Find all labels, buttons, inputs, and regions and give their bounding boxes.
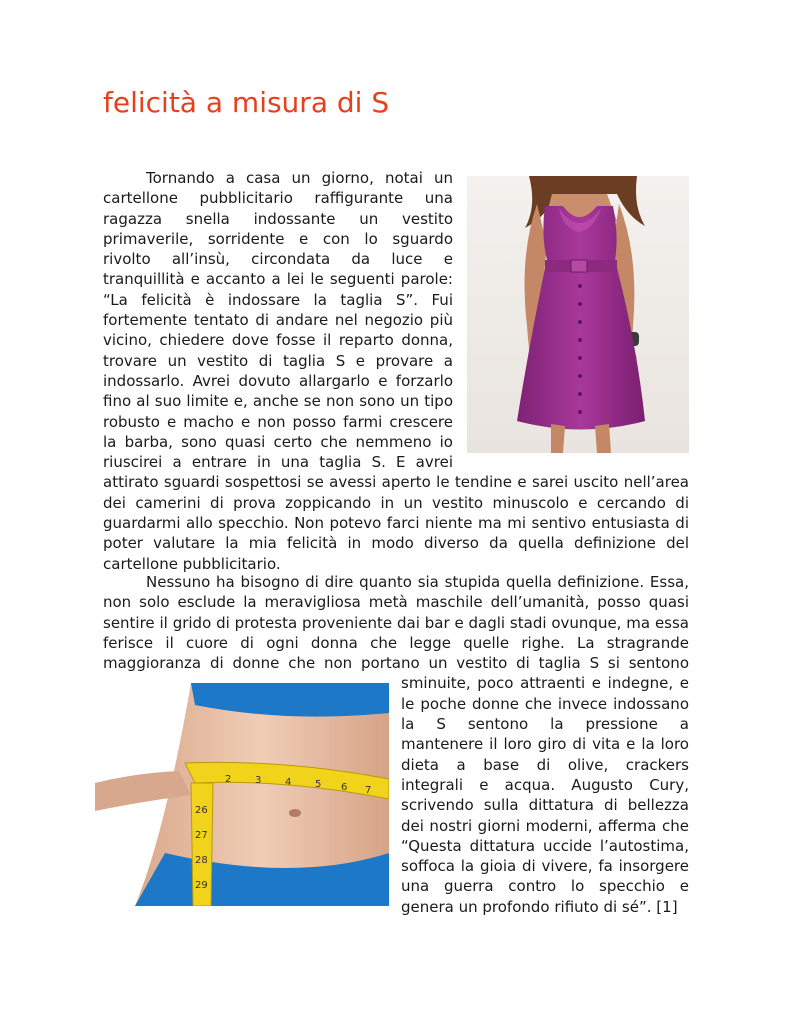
paragraph-1-block [103,168,689,574]
document-title: felicità a misura di S [103,86,390,119]
woman-in-purple-dress-photo-icon [467,176,689,453]
dress-photo [467,176,689,453]
svg-text:28: 28 [195,855,208,867]
svg-text:5: 5 [315,779,322,791]
footnote-reference[interactable]: [1] [656,897,678,916]
paragraph-2-block [103,572,689,917]
svg-text:4: 4 [285,777,292,789]
paragraph-2-part-1: Nessuno ha bisogno di dire quanto sia stupida quella definizione. Essa, non solo esclude la meravigliosa metà maschile dell’umanità, posso quasi sentire il grido di protesta proveniente dai bar e dagli stadi ovunque, ma essa ferisce il cuore di ogni donna che legge quelle righe. La stragrande maggioranza di donne che non portano un vestito di taglia S si sentono [103,573,689,673]
svg-text:29: 29 [195,880,208,892]
svg-text:7: 7 [365,785,372,797]
paragraph-2-part-2: sminuite, poco attraenti e indegne, e le poche donne che invece indossano la S sentono la pressione a mantenere il loro giro di vita e la loro dieta a base di olive, crackers integrali e acqua. Augusto Cury, scrivendo sulla dittatura di bellezza dei nostri giorni moderni, afferma che “Questa dittatura uccide l’autostima, soffoca la gioia di vivere, fa insorgere una guerra contro lo specchio e genera un profondo rifiuto di sé”. [401,674,689,916]
svg-text:27: 27 [195,830,208,842]
paragraph-1: Tornando a casa un giorno, notai un cartellone pubblicitario raffigurante una ragazza snella indossante un vestito primaverile, sorridente e con lo sguardo rivolto all’insù, circondata da luce e tranquillità e accanto a lei le seguenti parole: “La felicità è indossare la taglia S”. Fui fortemente tentato di andare nel negozio più vicino, chiedere dove fosse il reparto donna, trovare un vestito di taglia S e provare a indossarlo. Avrei dovuto allargarlo e forzarlo fino al suo limite e, anche se non sono un tipo robusto e macho e non posso farmi crescere la barba, sono quasi certo che nemmeno io riuscirei a entrare in una taglia S. E avrei attirato sguardi sospettosi se avessi aperto le tendine e sarei uscito nell’area dei camerini di prova zoppicando in un vestito minuscolo e cercando di guardarmi allo specchio. Non potevo farci niente ma mi sentivo entusiasta di poter valutare la mia felicità in modo diverso da quella definizione del cartellone pubblicitario. [103,169,689,573]
svg-text:26: 26 [195,805,208,817]
svg-text:6: 6 [341,782,348,794]
svg-text:2: 2 [225,774,232,786]
measuring-tape-waist-photo-icon [95,683,389,906]
svg-text:3: 3 [255,775,262,787]
waist-photo [95,683,389,906]
